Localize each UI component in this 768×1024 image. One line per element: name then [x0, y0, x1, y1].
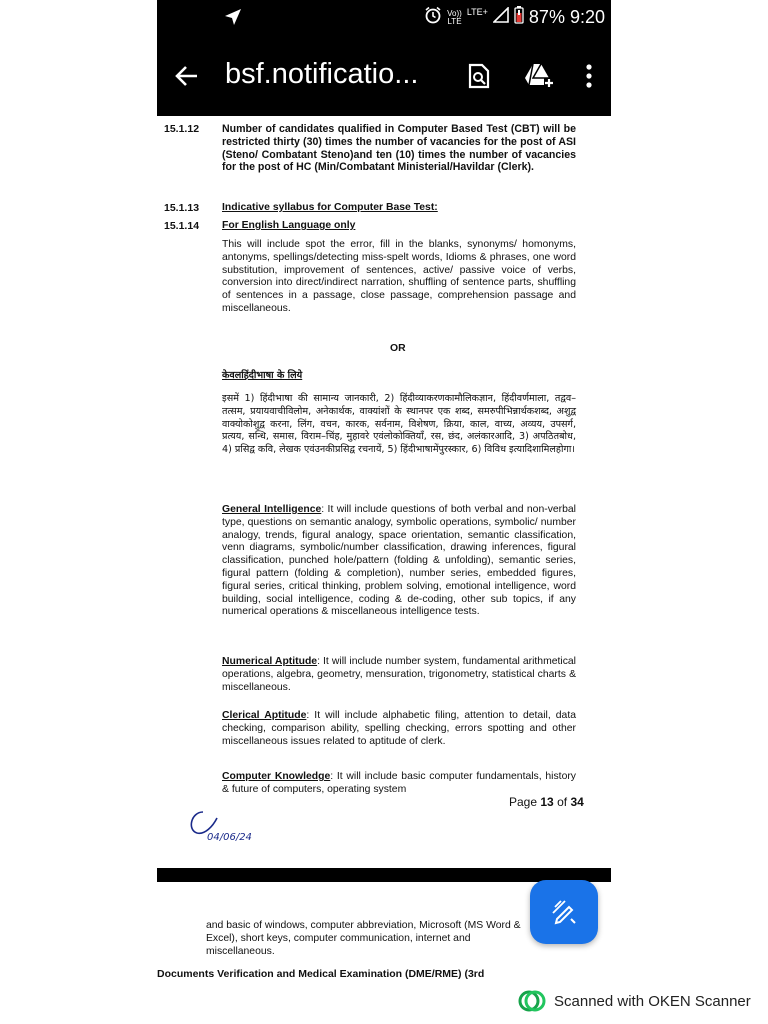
edit-pen-icon [549, 897, 579, 927]
general-intelligence-label: General Intelligence [222, 504, 322, 515]
navigation-arrow-icon [223, 7, 243, 32]
find-in-page-button[interactable] [467, 63, 491, 94]
drive-add-icon [524, 63, 554, 89]
handwritten-signature [187, 806, 277, 857]
section-number-15-1-13: 15.1.13 [164, 202, 200, 214]
battery-icon [514, 6, 524, 29]
app-bar [157, 36, 611, 116]
computer-knowledge-text: : It will include basic computer fundamentals, history & future of computers, operating system [222, 771, 577, 795]
page-number [509, 796, 584, 809]
page-current: 13 [540, 795, 554, 809]
more-options-button[interactable] [585, 64, 593, 93]
volte-bottom-label: LTE [447, 16, 462, 26]
volte-indicator [447, 10, 462, 26]
numerical-aptitude-text: : It will include number system, fundamental arithmetical operations, algebra, geometry, mensuration, trigonometry, statistical charts & miscellaneous. [222, 656, 576, 693]
general-intelligence-text: : It will include questions of both verbal and non-verbal type, questions on semantic analogy, symbolic operations, symbolic/ number analogy, trends, figural analogy, space orientation, semantic classification, venn diagrams, symbolic/number classification, drawing inferences, figural classification, punched hole/pattern (folding & unfolding), semantic series, figural pattern (folding & completion), number series, embedded figures, figural series, critical thinking, problem solving, emotional intelligence, word building, social intelligence, coding & de-coding, other sub topics, if any numerical operations & miscellaneous intelligence tests. [222, 504, 576, 618]
computer-knowledge-label: Computer Knowledge [222, 771, 331, 782]
battery-percent: 87% [528, 7, 565, 27]
scanner-logo-icon [518, 990, 546, 1012]
page-of: of [557, 795, 568, 809]
add-to-drive-button[interactable] [524, 63, 554, 94]
lte-indicator: LTE+ [466, 7, 488, 17]
hindi-section-heading: केवलहिंदीभाषा के लिये [222, 370, 303, 381]
volte-top-label: Vo)) [447, 8, 462, 18]
section-15-1-13-heading: Indicative syllabus for Computer Base Test: [222, 202, 438, 213]
clock: 9:20 [569, 7, 605, 27]
back-arrow-icon [173, 62, 201, 90]
find-in-page-icon [467, 63, 491, 89]
general-intelligence-paragraph [222, 504, 576, 619]
signature-mark [187, 806, 277, 852]
hindi-syllabus-text: इसमें 1) हिंदीभाषा की सामान्य जानकारी, 2) हिंदीव्याकरणकामौलिकज्ञान, हिंदीवर्णमाला, तद्व‌व–तत्सम, प्रयायवाचीविलोम, अनेकार्थक, वाक्यांशों के स्थानपर एक शब्द, समरुपीभिन्नार्थकशब्द, अशुद्व वाक्योकोशुद्व करना, लिंग, वचन, कारक, सर्वनाम, विशेषण, क्रिया, काल, वाच्य, अव्यय, उपसर्ग, प्रत्यय, सन्धि, समास, विराम–चिंह, मुहावरे एवंलोकोक्तियॉं, रस, छंद, अलंकारआदि, 3) अपठितबोध, 4) प्रसिद्व कवि, लेखक एवंउनकीप्रसिद्व रचनायें, 5) हिंदीभाषामेंपुरस्कार, 6) विविध इत्यादिशामिलहोगा। [222, 393, 576, 456]
section-number-15-1-12: 15.1.12 [164, 123, 200, 135]
document-url-title: bsf.notificatio... [225, 58, 419, 90]
page-prefix: Page [509, 795, 538, 809]
computer-knowledge-paragraph [222, 771, 576, 797]
more-vertical-icon [585, 64, 593, 88]
section-number-15-1-14: 15.1.14 [164, 220, 200, 232]
english-section-heading: For English Language only [222, 220, 356, 231]
document-page [157, 116, 611, 868]
page-total: 34 [570, 795, 584, 809]
numerical-aptitude-label: Numerical Aptitude [222, 656, 318, 667]
phone-screen [157, 0, 611, 1024]
clerical-aptitude-paragraph [222, 710, 576, 748]
english-syllabus-text: This will include spot the error, fill in the blanks, synonyms/ homonyms, antonyms, spellings/detecting miss-spelt words, Idioms & phrases, one word substitution, improvement of sentences, active/ passive voice of verbs, conversion into direct/indirect narration, shuffling of sentence parts, shuffling of sentences in a passage, close passage, comprehension passage and miscellaneous. [222, 239, 576, 314]
next-section-heading: Documents Verification and Medical Examination (DME/RME) (3rd [157, 968, 485, 980]
edit-fab-button[interactable] [530, 880, 598, 944]
numerical-aptitude-paragraph [222, 656, 576, 694]
continued-text: and basic of windows, computer abbreviation, Microsoft (MS Word & Excel), short keys, computer communication, internet and miscellaneous. [206, 920, 521, 957]
section-15-1-12-text: Number of candidates qualified in Computer Based Test (CBT) will be restricted thirty (30) times the number of vacancies for the post of ASI (Steno/ Combatant Steno)and ten (10) times the number of vacancies for the post of HC (Min/Combatant Ministerial/Havildar (Clerk). [222, 123, 576, 174]
or-separator: OR [390, 343, 406, 354]
back-button[interactable] [173, 62, 201, 90]
scanner-label: Scanned with OKEN Scanner [554, 992, 751, 1010]
scanner-watermark [518, 990, 751, 1012]
signature-date: 04/06/24 [207, 832, 252, 843]
clerical-aptitude-text: : It will include alphabetic filing, attention to detail, data checking, comparison ability, spelling checking, errors spotting and other miscellaneous issues related to aptitude of clerk. [222, 710, 576, 747]
signal-icon [493, 7, 509, 28]
alarm-icon [424, 6, 442, 29]
status-bar [157, 0, 611, 36]
clerical-aptitude-label: Clerical Aptitude [222, 710, 307, 721]
